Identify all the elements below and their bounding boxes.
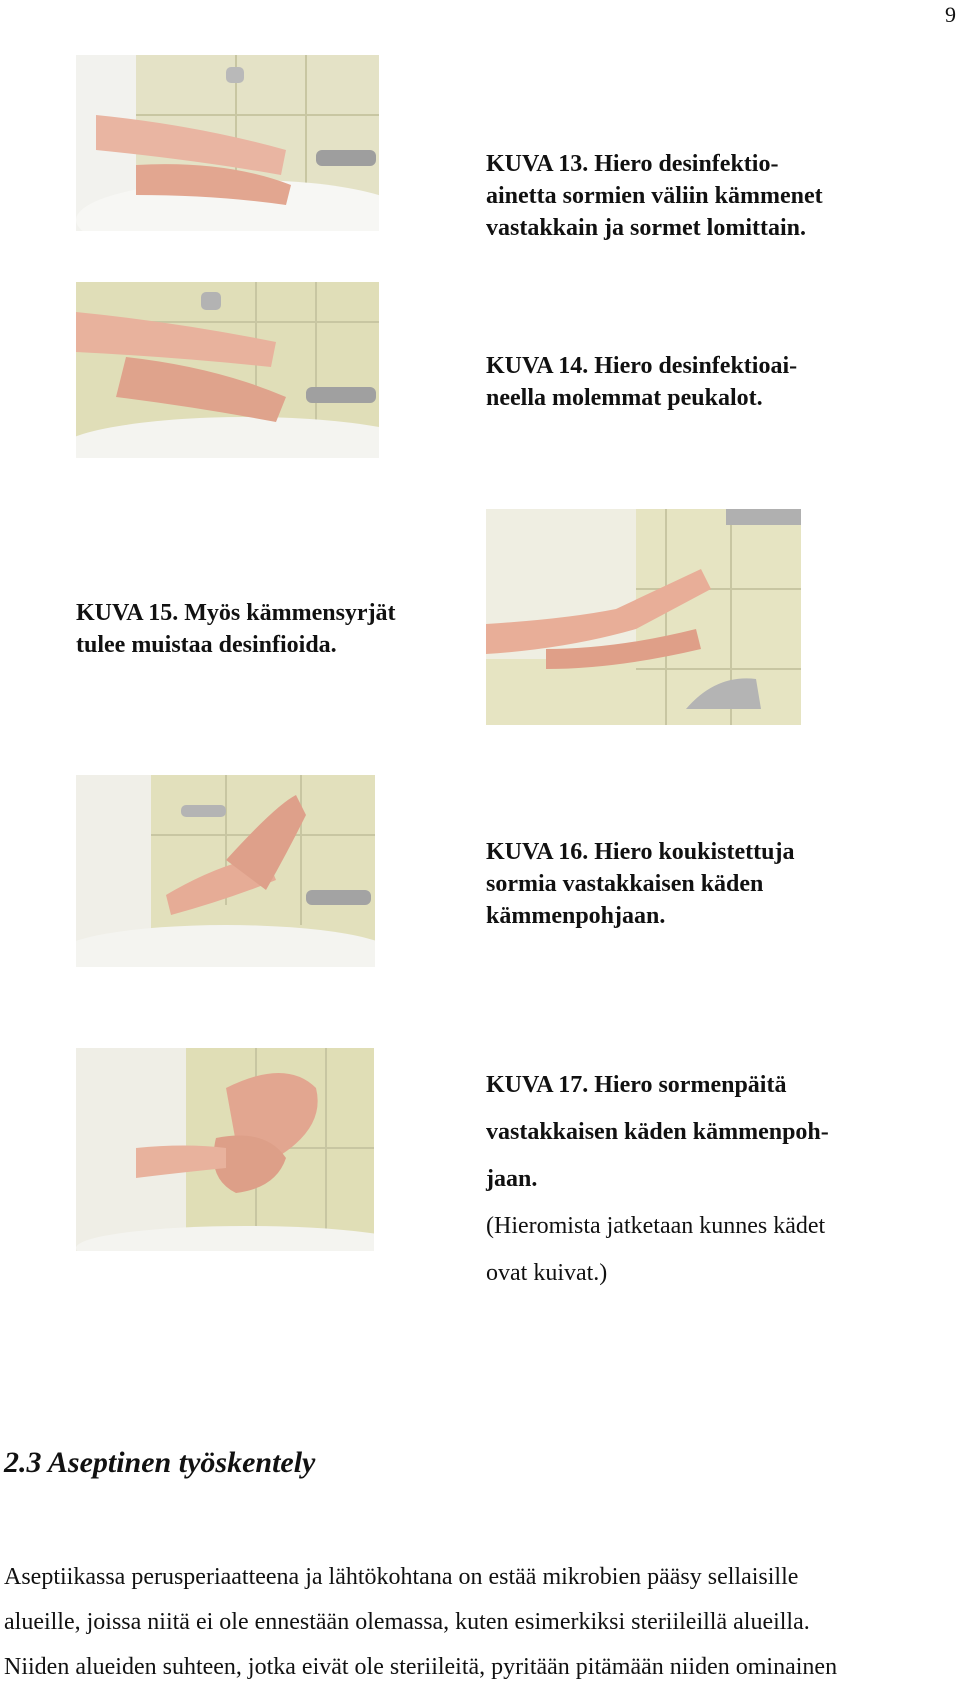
caption-kuva-17	[486, 1062, 829, 1297]
caption-line: jaan.	[486, 1166, 538, 1192]
section-heading: 2.3 Aseptinen työskentely	[4, 1446, 316, 1479]
photo-kuva-15	[486, 509, 801, 725]
caption-line: KUVA 14. Hiero desinfektioai-	[486, 353, 798, 379]
caption-line: KUVA 13. Hiero desinfektio-	[486, 151, 779, 177]
caption-line: neella molemmat peukalot.	[486, 385, 763, 411]
caption-kuva-13	[486, 148, 823, 244]
caption-line: ovat kuivat.)	[486, 1260, 608, 1286]
caption-line: KUVA 17. Hiero sormenpäitä	[486, 1072, 787, 1098]
photo-kuva-14	[76, 282, 379, 458]
body-line: Niiden alueiden suhteen, jotka eivät ole steriileitä, pyritään pitämään niiden ominainen	[4, 1654, 838, 1680]
caption-kuva-16	[486, 836, 794, 932]
photo-kuva-16	[76, 775, 375, 967]
caption-line: (Hieromista jatketaan kunnes kädet	[486, 1213, 826, 1239]
caption-line: kämmenpohjaan.	[486, 903, 666, 929]
section-body	[4, 1555, 956, 1690]
photo-kuva-17	[76, 1048, 374, 1251]
caption-line: vastakkaisen käden kämmenpoh-	[486, 1119, 829, 1145]
caption-kuva-15	[76, 597, 396, 661]
caption-line: KUVA 15. Myös kämmensyrjät	[76, 600, 396, 626]
photo-kuva-13	[76, 55, 379, 231]
caption-line: tulee muistaa desinfioida.	[76, 632, 337, 658]
caption-line: vastakkain ja sormet lomittain.	[486, 215, 806, 241]
caption-line: sormia vastakkaisen käden	[486, 871, 764, 897]
body-line: alueille, joissa niitä ei ole ennestään olemassa, kuten esimerkiksi steriileillä alueilla.	[4, 1609, 810, 1635]
body-line: Aseptiikassa perusperiaatteena ja lähtökohtana on estää mikrobien pääsy sellaisille	[4, 1564, 799, 1590]
caption-line: KUVA 16. Hiero koukistettuja	[486, 839, 795, 865]
caption-line: ainetta sormien väliin kämmenet	[486, 183, 823, 209]
page-number: 9	[945, 2, 956, 27]
caption-kuva-14	[486, 350, 797, 414]
